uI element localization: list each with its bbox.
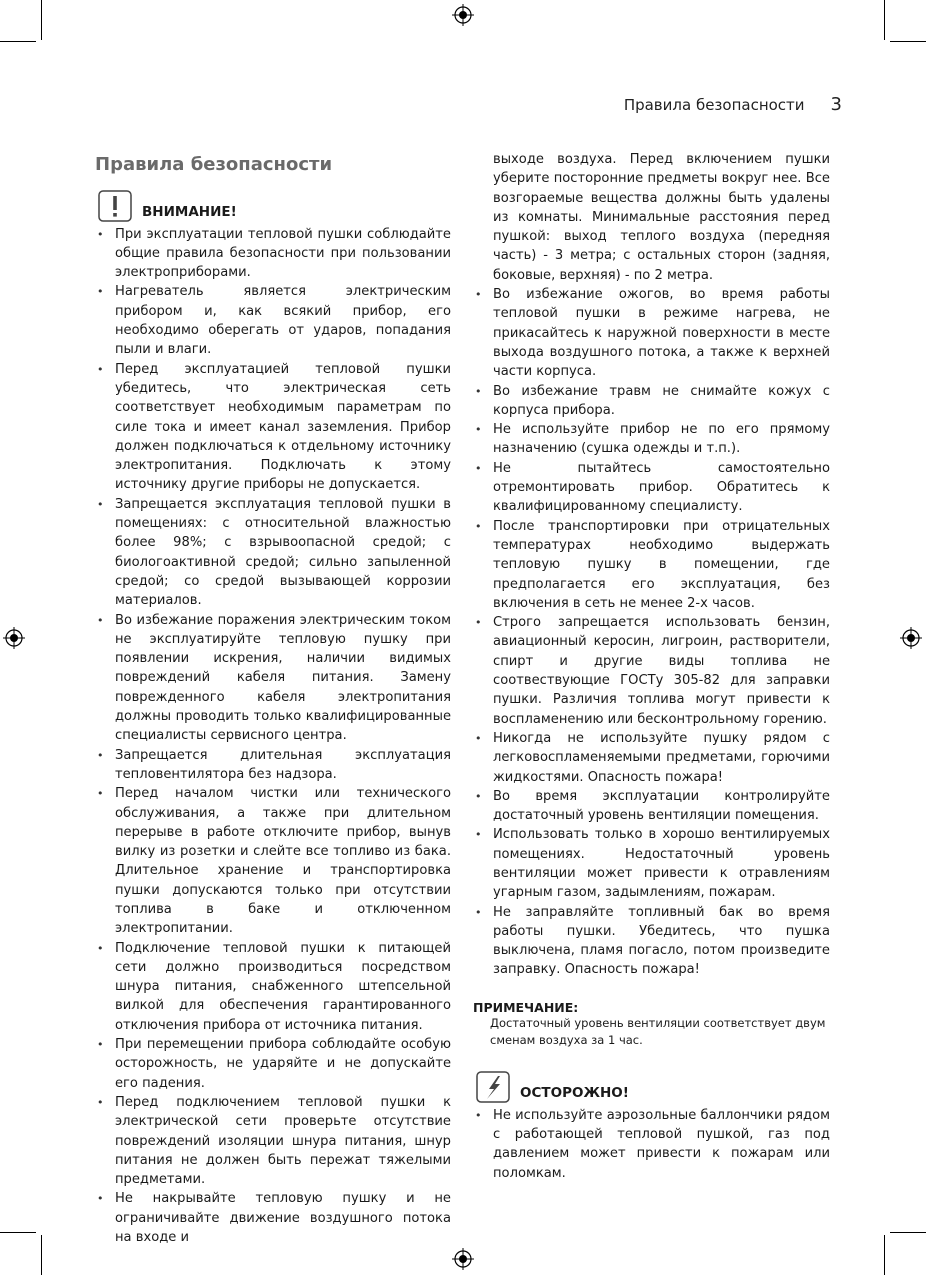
crop-mark (41, 1235, 42, 1275)
rule-item: • Запрещается длительная эксплуатация тепловентилятора без надзора. (95, 746, 451, 785)
rule-item: • Во избежание поражения электрическим током не эксплуатируйте тепловую пушку при появлении искрения, наличии видимых повреждений кабеля питания. Замену поврежденного кабеля электропитания должны проводить только квалифицированные специалисты сервисного центра. (95, 611, 451, 746)
rule-item: • Подключение тепловой пушки к питающей сети должно производиться посредством шнура питания, снабженного штепсельной вилкой для обеспечения гарантированного отключения прибора от источника питания. (95, 939, 451, 1035)
registration-mark-icon (452, 4, 474, 26)
rule-item: • Не накрывайте тепловую пушку и не ограничивайте движение воздушного потока на входе и (95, 1189, 451, 1247)
left-column (95, 150, 451, 1247)
rule-item: • Нагреватель является электрическим прибором и, как всякий прибор, его необходимо оберегать от ударов, попадания пыли и влаги. (95, 282, 451, 359)
rule-item: • Во время эксплуатации контролируйте достаточный уровень вентиляции помещения. (473, 787, 830, 826)
rule-item: • Использовать только в хорошо вентилируемых помещениях. Недостаточный уровень вентиляции может привести к отравлениям угарным газом, задымлениям, пожарам. (473, 825, 830, 902)
running-title: Правила безопасности (623, 96, 805, 114)
registration-mark-icon (900, 627, 922, 649)
rule-item: • Не заправляйте топливный бак во время работы пушки. Убедитесь, что пушка выключена, пламя погасло, потом произведите заправку. Опасность пожара! (473, 903, 830, 980)
rule-item: • Перед эксплуатацией тепловой пушки убедитесь, что электрическая сеть соответствует необходимым параметрам по силе тока и имеет канал заземления. Прибор должен подключаться к отдельному источнику электропитания. Подключать к этому источнику другие приборы не допускается. (95, 360, 451, 495)
crop-mark (890, 41, 926, 42)
attention-block (98, 190, 451, 222)
attention-title: ВНИМАНИЕ! (142, 203, 237, 220)
exclamation-icon (98, 190, 132, 222)
section-title: Правила безопасности (95, 154, 333, 175)
page-number: 3 (830, 94, 842, 115)
crop-mark (41, 0, 42, 40)
rule-item: • Во избежание травм не снимайте кожух с корпуса прибора. (473, 382, 830, 421)
caution-rules-list (473, 1106, 830, 1183)
rule-item: • Перед подключением тепловой пушки к электрической сети проверьте отсутствие повреждений изоляции шнура питания, шнур питания не должен быть пережат тяжелыми предметами. (95, 1093, 451, 1189)
registration-mark-icon (452, 1248, 474, 1270)
page-header (560, 94, 842, 118)
caution-block (473, 1071, 830, 1183)
note-title: ПРИМЕЧАНИЕ: (473, 999, 579, 1015)
note-block (473, 1000, 830, 1049)
rule-item: • После транспортировки при отрицательных температурах необходимо выдержать тепловую пушку в помещении, где предполагается его эксплуатация, без включения в сеть не менее 2-х часов. (473, 517, 830, 613)
crop-mark (0, 1232, 36, 1233)
rule-item: • Во избежание ожогов, во время работы тепловой пушки в режиме нагрева, не прикасайтесь к наружной поверхности в месте выхода воздушного потока, а также к верхней части корпуса. (473, 285, 830, 381)
left-rules-list (95, 225, 451, 1248)
note-text: Достаточный уровень вентиляции соответствует двум сменам воздуха за 1 час. (490, 1015, 826, 1047)
right-rules-list (473, 285, 830, 980)
rule-item: • Не пытайтесь самостоятельно отремонтировать прибор. Обратитесь к квалифицированному специалисту. (473, 459, 830, 517)
caution-header (476, 1071, 830, 1103)
rule-item: • Никогда не используйте пушку рядом с легковоспламеняемыми предметами, горючими жидкостями. Опасность пожара! (473, 729, 830, 787)
rule-item: • Строго запрещается использовать бензин, авиационный керосин, лигроин, растворители, спирт и другие виды топлива не соотвествующие ГОСТу 305-82 для заправки пушки. Различия топлива могут привести к воспламенению или бесконтрольному горению. (473, 613, 830, 729)
crop-mark (884, 0, 885, 40)
rule-item: • При перемещении прибора соблюдайте особую осторожность, не ударяйте и не допускайте его падения. (95, 1035, 451, 1093)
rule-item: • При эксплуатации тепловой пушки соблюдайте общие правила безопасности при пользовании электроприборами. (95, 225, 451, 283)
rule-item: • Не используйте аэрозольные баллончики рядом с работающей тепловой пушкой, газ под давлением может привести к пожарам или поломкам. (473, 1106, 830, 1183)
crop-mark (884, 1235, 885, 1275)
right-column (473, 150, 830, 1183)
crop-mark (0, 41, 36, 42)
registration-mark-icon (3, 627, 25, 649)
rule-item: • Не используйте прибор не по его прямому назначению (сушка одежды и т.п.). (473, 420, 830, 459)
rule-continuation: выходе воздуха. Перед включением пушки уберите посторонние предметы вокруг нее. Все возгораемые вещества должны быть удалены из комнаты. Минимальные расстояния перед пушкой: выход теплого воздуха (передняя часть) - 3 метра; с остальных сторон (задняя, боковые, верхняя) - по 2 метра. (493, 152, 830, 283)
rule-item: • Перед началом чистки или технического обслуживания, а также при длительном перерыве в работе отключите прибор, вынув вилку из розетки и слейте все топливо из бака. Длительное хранение и транспортировка пушки допускаются только при отсутствии топлива в баке и отключенном электропитании. (95, 784, 451, 938)
crop-mark (890, 1232, 926, 1233)
caution-title: ОСТОРОЖНО! (520, 1084, 629, 1101)
rule-item: • Запрещается эксплуатация тепловой пушки в помещениях: с относительной влажностью более 98%; с взрывоопасной средой; с биологоактивной средой; сильно запыленной средой; со средой вызывающей коррозии материалов. (95, 495, 451, 611)
lightning-icon (476, 1071, 510, 1103)
